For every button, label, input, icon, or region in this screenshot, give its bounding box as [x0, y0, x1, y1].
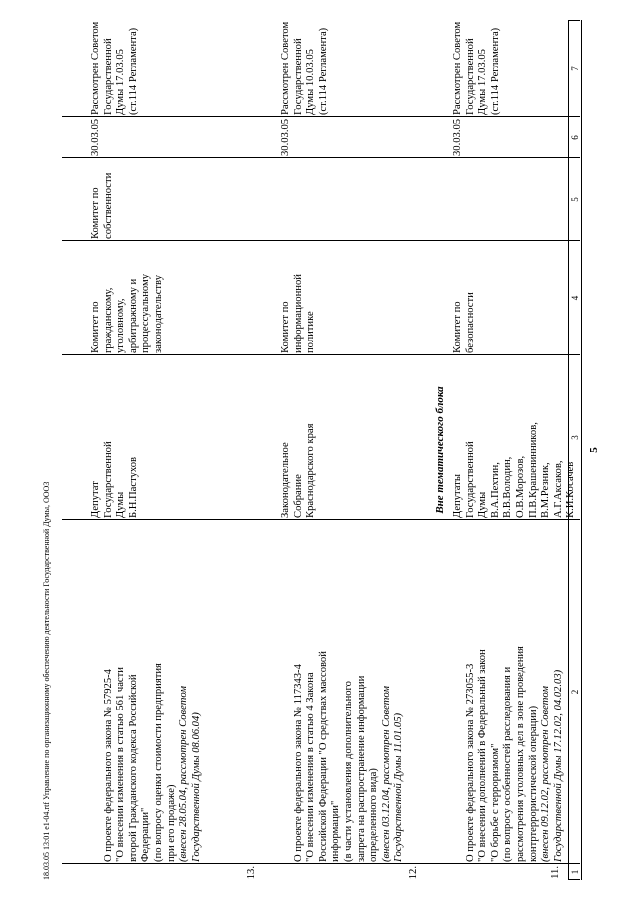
table-row: [280, 20, 425, 880]
row-title: О проекте федерального закона № 117343-4 "О внесении изменения в статью 4 Закона Российской Федерации "О средствах массовой информации" (в части установления дополнительного запрета на распространение информации определенного вида): [292, 651, 380, 862]
column-divider: [62, 157, 580, 158]
column-header: 7: [570, 66, 580, 71]
row-title: О проекте федерального закона № 273055-3 "О внесении дополнений в Федеральный закон "О борьбе с терроризмом" (по вопросу особенностей расследования и рассмотрения уголовных дел в зоне проведения контртеррористической операции): [464, 646, 539, 862]
table-row: [90, 20, 265, 880]
column-divider: [62, 116, 580, 117]
column-header: 4: [570, 295, 580, 301]
table-header: [568, 20, 582, 880]
row-initiator: Депутаты Государственной Думы В.А.Пехтин, В.В.Володин, О.В.Морозов, П.В.Крашенинников, В.М.Резник, А.Г.Аксаков, К.И.Косачев: [452, 422, 577, 518]
row-status: Рассмотрен Советом Государственной Думы 17.03.05 (ст.114 Регламента): [452, 21, 501, 115]
row-initiator: Законодательное Собрание Краснодарского края: [280, 423, 317, 518]
page-number: 5: [588, 447, 600, 453]
row-status: Рассмотрен Советом Государственной Думы 17.03.05 (ст.114 Регламента): [90, 21, 139, 115]
row-number: 12.: [408, 866, 419, 880]
table-row: [452, 20, 577, 880]
table-edge: [568, 20, 580, 21]
column-divider: [62, 519, 580, 520]
row-date: 30.03.05: [452, 118, 463, 156]
column-divider: [62, 354, 580, 355]
row-initiator: Депутат Государственной Думы Б.Н.Пастухов: [90, 441, 139, 518]
column-header: 3: [570, 435, 580, 440]
row-number: 11.: [550, 866, 561, 879]
row-title: О проекте федерального закона № 57925-4 "О внесении изменения в статью 561 части второй Гражданского кодекса Российской Федерации" (по вопросу оценки стоимости предприятия при его продаже): [102, 663, 177, 862]
row-note: (внесен 03.12.04, рассмотрен Советом Государственной Думы 11.01.05): [380, 686, 405, 862]
page-footer: 18.03.05 13:01 e1-04.rtf Управление по организационному обеспечению деятельности Государственной Думы, ООО3: [42, 481, 51, 880]
row-committee: Комитет по гражданскому, уголовному, арбитражному и процессуальному законодательству: [90, 274, 164, 353]
row-document-text: [280, 522, 419, 862]
row-committee: Комитет по безопасности: [452, 292, 476, 353]
column-header: 6: [570, 135, 580, 140]
rotated-page: [40, 20, 600, 880]
table-edge: [568, 879, 580, 880]
agenda-table: [62, 20, 580, 880]
column-divider: [62, 240, 580, 241]
row-document-text: [90, 522, 216, 862]
row-status: Рассмотрен Советом Государственной Думы 10.03.05 (ст.114 Регламента): [280, 21, 329, 115]
row-co-committee: Комитет по собственности: [90, 172, 114, 239]
section-title: Вне тематического блока: [434, 386, 446, 514]
column-header: 2: [570, 689, 580, 695]
row-committee: Комитет по информационной политике: [280, 274, 317, 353]
row-document-text: [452, 522, 578, 862]
row-note: (внесен 09.12.02, рассмотрен Советом Государственной Думы 17.12.02, 04.02.03): [540, 669, 564, 862]
row-date: 30.03.05: [280, 118, 291, 156]
row-date: 30.03.05: [90, 118, 101, 156]
column-divider: [62, 863, 580, 864]
row-number: 13.: [246, 866, 257, 880]
column-header: 1: [570, 869, 580, 875]
column-header: 5: [570, 197, 580, 202]
row-note: (внесен 28.05.04, рассмотрен Советом Государственной Думы 08.06.04): [178, 686, 202, 862]
